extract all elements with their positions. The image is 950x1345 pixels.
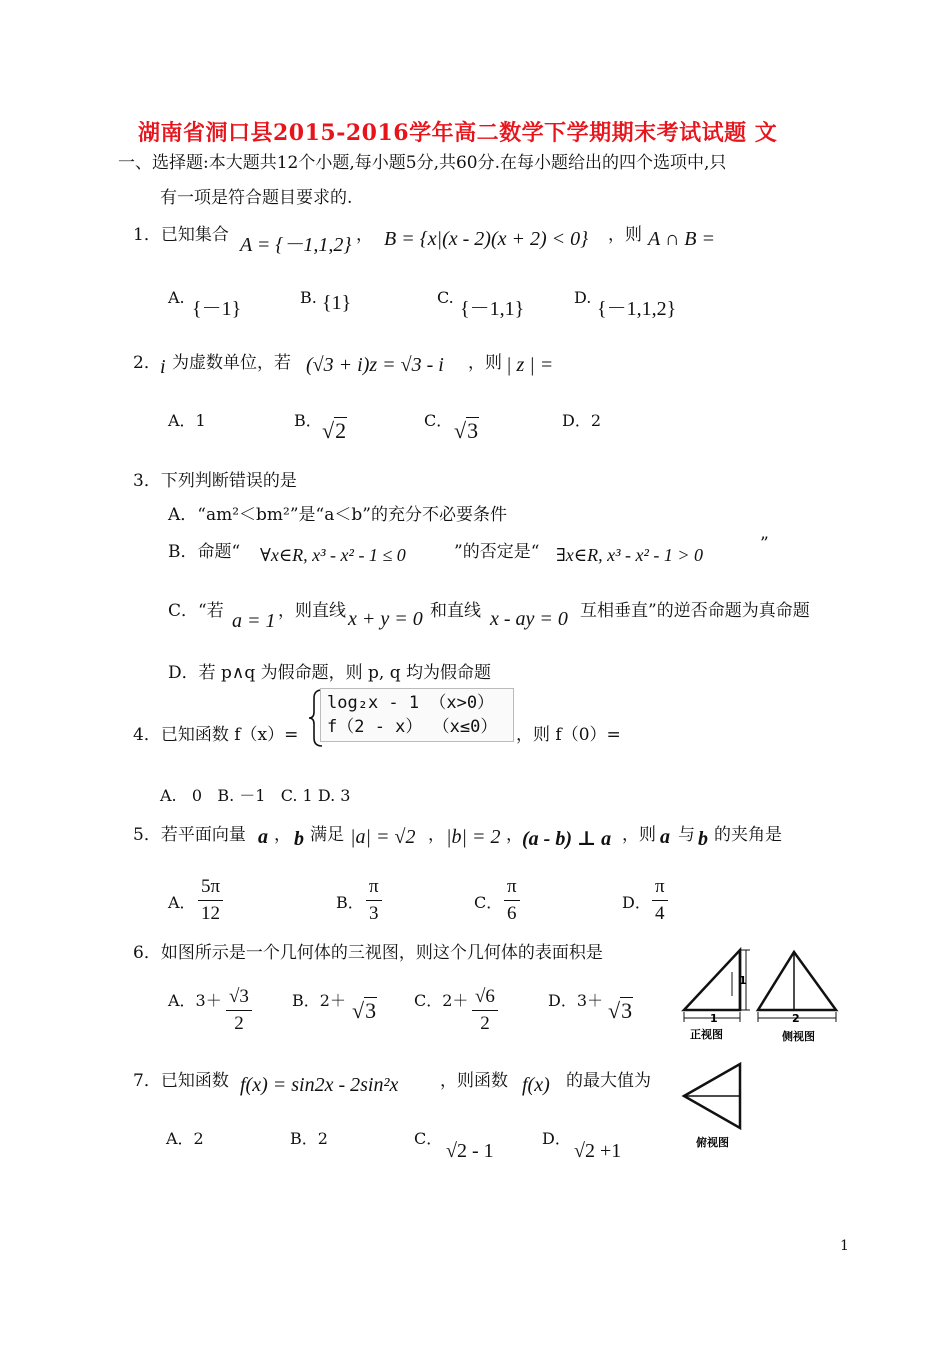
q5-option-a-den: 12 [201, 903, 221, 924]
q1-option-c: {－1,1} [460, 298, 525, 320]
q3-option-b-expr2: ∃x∈R, x³ - x² - 1 > 0 [556, 545, 703, 565]
side-view-label: 侧视图 [782, 1030, 815, 1043]
q7-function: f(x) = sin2x - 2sin²x [240, 1074, 399, 1096]
q3-stem [133, 466, 297, 491]
q7-option-b: B．2 [290, 1129, 328, 1148]
q4-piece-2: f（2 - x） （x≤0） [327, 717, 498, 737]
q2-equation: (√3 + i)z = √3 - i [306, 354, 444, 376]
q2-option-b-sqrt: √2 [322, 418, 347, 443]
q3-number: 3． [133, 471, 161, 491]
q5-comma-2: ， [428, 825, 445, 845]
q2-option-b-label: B． [294, 411, 322, 430]
q7-option-d: √2 +1 [574, 1140, 622, 1162]
q6-stem [133, 938, 603, 963]
q1-option-b-label: B. [300, 288, 317, 307]
q7-ask: 的最大值为 [566, 1071, 651, 1091]
q1-then: ，则 [608, 225, 642, 245]
q2-option-c-radicand: 3 [467, 418, 479, 443]
q6-option-b-label: B．2＋ [292, 991, 346, 1010]
q7-option-d-label: D． [542, 1129, 571, 1148]
q6-option-c-frac [472, 984, 498, 1037]
q5-option-a-num: 5π [198, 874, 223, 901]
q7-text: 已知函数 [160, 1071, 229, 1091]
q4-then: ，则 f（0）= [516, 725, 621, 745]
top-view-label: 俯视图 [696, 1136, 729, 1149]
q3-text: 下列判断错误的是 [160, 471, 297, 491]
side-view [758, 952, 836, 1043]
front-width-label: 1 [710, 1012, 718, 1025]
q3-option-b-expr1: ∀x∈R, x³ - x² - 1 ≤ 0 [260, 545, 406, 565]
q6-option-b-sqrt: √3 [352, 998, 377, 1023]
q5-vector-b: b [294, 828, 304, 850]
q6-option-c-den: 2 [480, 1013, 490, 1034]
q5-vector-a: a [258, 826, 268, 848]
q1-text: 已知集合 [160, 225, 229, 245]
page-number: 1 [840, 1238, 849, 1254]
q4-number: 4． [133, 725, 161, 745]
q2-var-i: i [160, 356, 166, 378]
q5-vector-b-2: b [698, 828, 708, 850]
document-title: 湖南省洞口县2015-2016学年高二数学下学期期末考试试题 文 [138, 120, 778, 146]
q4-piecewise [308, 688, 508, 748]
q4-piece-1: log₂x - 1 （x>0） [327, 693, 495, 713]
q7-number: 7． [133, 1071, 161, 1091]
q7-stem [133, 1066, 229, 1091]
q5-comma-3: ， [506, 825, 523, 845]
q2-then: ，则 [468, 353, 502, 373]
q4-stem [133, 720, 298, 745]
q3-option-b-suffix: ” [760, 534, 769, 554]
q1-set-a: A = {－1,1,2} [240, 234, 352, 256]
q1-number: 1． [133, 225, 161, 245]
q6-option-d-sqrt: √3 [608, 998, 633, 1023]
q2-option-b-radicand: 2 [335, 418, 347, 443]
q5-then: ，则 [622, 825, 656, 845]
q5-option-b-label: B． [336, 893, 364, 912]
q5-cond-3: (a - b) ⊥ a [522, 828, 612, 850]
q7-then: ，则函数 [440, 1071, 508, 1091]
q5-option-b-frac [366, 874, 382, 927]
q6-option-a-num: √3 [226, 984, 252, 1011]
q2-option-a: A．1 [168, 411, 206, 430]
q7-option-c: √2 - 1 [446, 1140, 494, 1162]
q6-option-b-radicand: 3 [365, 998, 377, 1023]
section-instructions-line1: 一、选择题:本大题共12个小题,每小题5分,共60分.在每小题给出的四个选项中,只 [118, 153, 727, 173]
q3-option-c-prefix: C．“若 [168, 601, 224, 621]
q3-option-a: A．“am²＜bm²”是“a＜b”的充分不必要条件 [168, 505, 507, 525]
q5-option-d-num: π [652, 874, 668, 901]
q5-stem [133, 820, 246, 845]
q5-option-a-label: A． [168, 893, 196, 912]
q4-text: 已知函数 f（x）= [160, 725, 299, 745]
q3-option-c-expr2: x + y = 0 [348, 608, 423, 630]
q6-option-a-frac [226, 984, 252, 1037]
q1-option-d: {－1,1,2} [597, 298, 677, 320]
q5-with: 与 [678, 825, 695, 845]
front-view-label: 正视图 [690, 1028, 723, 1041]
q1-option-b: {1} [322, 292, 352, 314]
q5-option-c-num: π [504, 874, 520, 901]
q7-option-a: A．2 [166, 1129, 204, 1148]
side-width-label: 2 [792, 1012, 800, 1025]
q1-option-a-label: A. [168, 288, 185, 307]
q1-option-d-label: D. [574, 288, 592, 307]
q1-stem [133, 220, 229, 245]
q5-number: 5． [133, 825, 161, 845]
q5-comma-1: ， [274, 825, 291, 845]
q5-text: 若平面向量 [160, 825, 246, 845]
q6-text: 如图所示是一个几何体的三视图，则这个几何体的表面积是 [160, 943, 603, 963]
q6-option-a-label: A．3＋ [168, 991, 222, 1010]
q5-option-d-frac [652, 874, 668, 927]
q2-number: 2． [133, 353, 161, 373]
q6-option-c-num: √6 [472, 984, 498, 1011]
q4-piece-box [320, 688, 514, 742]
front-view [684, 950, 750, 1041]
top-view [684, 1064, 740, 1149]
front-height-label: 1 [739, 974, 747, 987]
q5-cond-1: |a| = √2 [350, 826, 416, 848]
q7-option-c-label: C． [414, 1129, 443, 1148]
q3-option-b-prefix: B．命题“ [168, 542, 241, 562]
q6-option-a-den: 2 [234, 1013, 244, 1034]
q6-three-view-figure [676, 940, 856, 1155]
q3-option-c-suffix: 互相垂直”的逆否命题为真命题 [580, 601, 810, 621]
q3-option-c-expr1: a = 1 [232, 610, 276, 632]
q3-option-b-mid: ”的否定是“ [454, 542, 540, 562]
section-instructions-line2: 有一项是符合题目要求的. [160, 188, 353, 208]
q5-option-c-label: C． [474, 893, 503, 912]
q1-option-c-label: C. [437, 288, 454, 307]
q1-option-a: {－1} [192, 298, 242, 320]
q3-option-c-mid1: ，则直线 [278, 601, 346, 621]
q2-option-c-sqrt: √3 [454, 418, 479, 443]
q7-f: f(x) [522, 1074, 550, 1096]
q3-option-d: D．若 p∧q 为假命题，则 p, q 均为假命题 [168, 663, 492, 683]
q5-option-b-num: π [366, 874, 382, 901]
q1-ask: A ∩ B = [648, 228, 716, 250]
q2-option-c-label: C． [424, 411, 453, 430]
q1-set-b: B = {x|(x - 2)(x + 2) < 0} [384, 228, 589, 250]
q3-option-c-mid2: 和直线 [430, 601, 481, 621]
q2-option-d: D．2 [562, 411, 602, 430]
q5-vector-a-2: a [660, 826, 670, 848]
q1-comma: ， [356, 225, 373, 245]
q5-option-c-frac [504, 874, 520, 927]
q6-option-d-radicand: 3 [621, 998, 633, 1023]
q3-option-c-expr3: x - ay = 0 [490, 608, 568, 630]
q5-option-b-den: 3 [369, 903, 379, 924]
q2-text: 为虚数单位，若 [172, 353, 291, 373]
q6-option-c-label: C．2＋ [414, 991, 469, 1010]
q6-option-d-label: D．3＋ [548, 991, 604, 1010]
q5-option-d-den: 4 [655, 903, 665, 924]
q5-option-a-frac [198, 874, 223, 927]
q5-cond: 满足 [310, 825, 344, 845]
q5-option-d-label: D． [622, 893, 651, 912]
q4-options: A. 0 B. －1 C. 1 D. 3 [160, 786, 351, 805]
q5-ask: 的夹角是 [714, 825, 782, 845]
q5-option-c-den: 6 [507, 903, 517, 924]
q2-ask: | z | = [506, 354, 554, 376]
q6-number: 6． [133, 943, 161, 963]
q5-cond-2: |b| = 2 [446, 826, 501, 848]
